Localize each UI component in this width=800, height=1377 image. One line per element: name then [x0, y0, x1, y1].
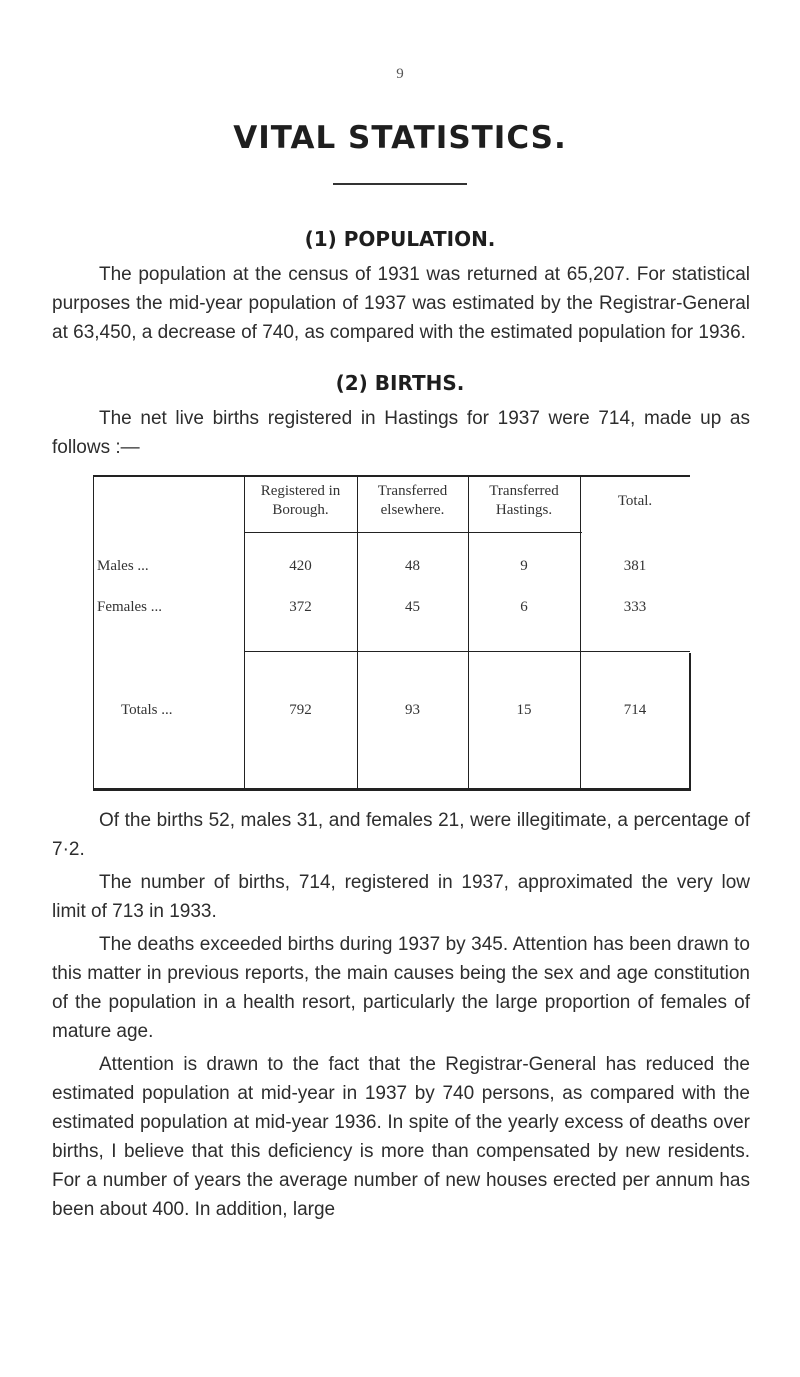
- header-transferred-hastings: Transferred Hastings.: [489, 483, 559, 518]
- totals-registered: 792: [289, 702, 312, 718]
- females-transferred-hastings: 6: [520, 599, 528, 615]
- totals-top-rule: [244, 651, 690, 652]
- births-table: [93, 475, 690, 790]
- col-separator-3: [468, 475, 469, 790]
- low-limit-paragraph: The number of births, 714, registered in 1937, approximated the very low limit of 713 in 1933.: [52, 872, 750, 922]
- header-total: Total.: [617, 493, 653, 509]
- population-paragraph: The population at the census of 1931 was returned at 65,207. For statistical purposes the mid-year population of 1937 was estimated by the Registrar-General at 63,450, a decrease of 740, as compared with the estimated population for 1936.: [52, 264, 750, 343]
- totals-total: 714: [623, 702, 647, 718]
- males-transferred-hastings: 9: [520, 558, 528, 574]
- row-label-totals: Totals ...: [121, 702, 173, 718]
- table-left-rule: [93, 475, 94, 790]
- row-label-males: Males ...: [97, 558, 149, 574]
- females-transferred-elsewhere: 45: [405, 599, 420, 615]
- totals-transferred-elsewhere: 93: [405, 702, 420, 718]
- table-top-rule: [93, 475, 690, 477]
- females-registered: 372: [289, 599, 312, 615]
- population-heading: (1) POPULATION.: [304, 227, 496, 251]
- col-separator-2: [357, 475, 358, 790]
- illegitimate-paragraph: Of the births 52, males 31, and females 21, were illegitimate, a percentage of 7·2.: [52, 810, 750, 860]
- col-separator-1: [244, 475, 245, 790]
- title-rule: [333, 183, 467, 185]
- deaths-paragraph: The deaths exceeded births during 1937 by 345. Attention has been drawn to this matter in previous reports, the main causes being the sex and age constitution of the population in a health resort, particularly the large proportion of females of mature age.: [52, 934, 750, 1042]
- col-separator-4: [580, 475, 581, 790]
- males-registered: 420: [289, 558, 312, 574]
- males-transferred-elsewhere: 48: [405, 558, 420, 574]
- registrar-paragraph: Attention is drawn to the fact that the Registrar-General has reduced the estimated population at mid-year in 1937 by 740 persons, as compared with the estimated population at mid-year 1936. In spite of the yearly excess of deaths over births, I believe that this deficiency is more than compensated by new residents. For a number of years the average number of new houses erected per annum has been about 400. In addition, large: [52, 1054, 750, 1220]
- table-bottom-rule: [93, 788, 690, 791]
- births-heading: (2) BIRTHS.: [335, 371, 465, 395]
- page-title: VITAL STATISTICS.: [233, 120, 567, 156]
- females-total: 333: [623, 599, 647, 615]
- table-right-rule: [689, 653, 691, 791]
- header-rule: [244, 532, 582, 533]
- row-label-females: Females ...: [97, 599, 162, 615]
- header-transferred-elsewhere: Transferred elsewhere.: [377, 483, 448, 518]
- males-total: 381: [623, 558, 647, 574]
- totals-transferred-hastings: 15: [516, 702, 532, 718]
- page-number: 9: [396, 66, 404, 82]
- header-registered: Registered in Borough.: [260, 483, 341, 518]
- births-intro: The net live births registered in Hastings for 1937 were 714, made up as follows :—: [52, 408, 750, 458]
